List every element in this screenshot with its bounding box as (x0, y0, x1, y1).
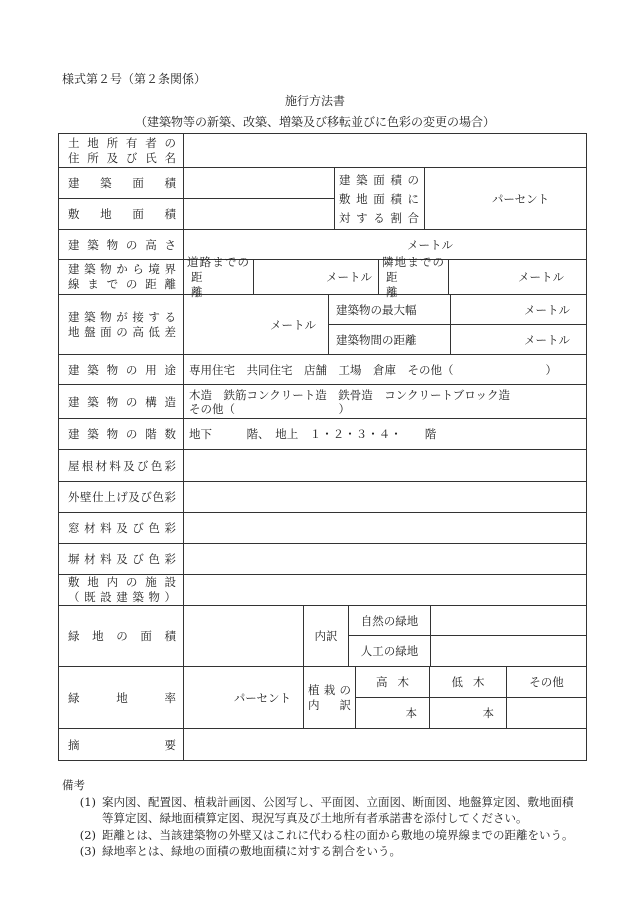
max-width-unit: メートル (524, 302, 570, 317)
notes-title: 備考 (62, 778, 85, 792)
table-border-bottom (58, 760, 587, 761)
use-label: 建築物の用途 (68, 362, 176, 377)
note-item: (1) 案内図、配置図、植栽計画図、公図写し、平面図、立面図、断面図、地盤算定図、敷地面積 等算定図、緑地面積算定図、現況写真及び土地所有者承諾書を添付してください。 (79, 794, 574, 825)
ground-difference-label: 建築物が接する 地盤面の高低差 (68, 309, 176, 339)
area-ratio-label: 建築面積の 敷地面積に 対する割合 (339, 172, 419, 225)
roof-label: 屋根材料及び色彩 (68, 458, 176, 473)
summary-label: 摘要 (68, 737, 176, 752)
note-item: (2) 距離とは、当該建築物の外壁又はこれに代わる柱の面から敷地の境界線までの距離をいう。 (79, 827, 574, 842)
form-table (58, 133, 587, 761)
structure-label: 建築物の構造 (68, 394, 176, 409)
low-tree-label: 低木 (451, 675, 495, 689)
height-unit: メートル (407, 237, 453, 252)
wall-label: 外壁仕上げ及び色彩 (68, 490, 176, 504)
tall-tree-label: 高木 (376, 675, 419, 689)
height-label: 建築物の高さ (68, 237, 176, 252)
building-distance-unit: メートル (524, 332, 570, 347)
form-number: 様式第２号（第２条関係） (62, 72, 207, 86)
max-width-label: 建築物の最大幅 (336, 302, 417, 317)
artificial-green-label: 人工の緑地 (360, 644, 419, 658)
tall-tree-unit: 本 (405, 706, 417, 720)
document-title: 施行方法書 (284, 94, 345, 108)
area-ratio-unit: パーセント (491, 191, 550, 206)
floors-label: 建築物の階数 (68, 427, 176, 441)
road-distance-label: 道路までの 距離 (187, 254, 249, 299)
ground-difference-unit: メートル (270, 317, 316, 332)
green-area-label: 緑地の面積 (68, 629, 176, 643)
neighbor-distance-label: 隣地までの 距離 (382, 254, 444, 299)
low-tree-unit: 本 (482, 706, 494, 720)
natural-green-label: 自然の緑地 (360, 613, 419, 628)
breakdown-label: 内訳 (314, 629, 338, 643)
fence-label: 塀材料及び色彩 (68, 552, 176, 566)
green-ratio-label: 緑地率 (68, 690, 176, 705)
planting-breakdown-label: 植栽の 内訳 (308, 682, 351, 712)
site-area-label: 敷地面積 (68, 207, 176, 221)
use-options: 専用住宅 共同住宅 店舗 工場 倉庫 その他（ ） (189, 362, 557, 377)
structure-options: 木造 鉄筋コンクリート造 鉄骨造 コンクリートブロック造 その他（ ） (189, 387, 510, 416)
building-distance-label: 建築物間の距離 (336, 332, 417, 347)
notes (62, 777, 602, 860)
neighbor-distance-unit: メートル (518, 270, 564, 284)
window-label: 窓材料及び色彩 (68, 521, 176, 535)
owner-label: 土地所有者の 住所及び氏名 (68, 135, 176, 165)
site-facility-label: 敷地内の施設 （既設建築物） (68, 575, 176, 604)
document-subtitle: （建築物等の新築、改築、増築及び移転並びに色彩の変更の場合） (134, 115, 495, 129)
green-ratio-unit: パーセント (233, 690, 291, 705)
boundary-distance-label: 建築物から境界 線までの距離 (68, 262, 176, 291)
other-tree-label: その他 (529, 675, 564, 689)
floors-value: 地下 階、 地上 １・２・３・４・ 階 (189, 427, 437, 441)
road-distance-unit: メートル (326, 270, 372, 284)
note-item: (3) 緑地率とは、緑地の面積の敷地面積に対する割合をいう。 (79, 844, 401, 858)
building-area-label: 建築面積 (68, 176, 176, 190)
